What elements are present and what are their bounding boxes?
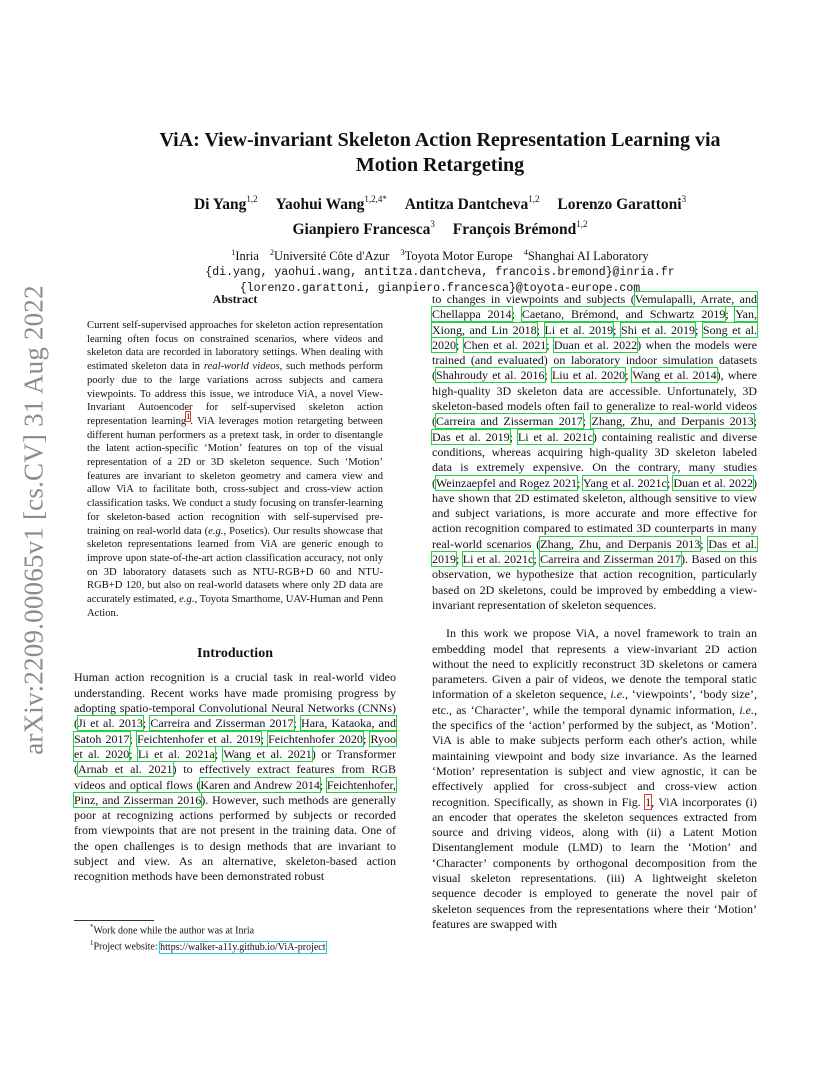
citation-link[interactable]: Li et al. 2019	[544, 322, 614, 337]
authors-line-2	[70, 215, 810, 240]
author-list	[70, 190, 810, 240]
citation-link[interactable]: Feichtenhofer 2020	[268, 731, 363, 746]
citation-link[interactable]: Feichtenhofer, Pinz, and Zisserman 2016	[74, 777, 396, 807]
title-line-1: ViA: View-invariant Skeleton Action Representation Learning via	[159, 129, 721, 151]
citation-link[interactable]: Weinzaepfel and Rogez 2021	[436, 475, 578, 490]
citation-link[interactable]: Feichtenhofer et al. 2019	[137, 731, 261, 746]
project-website-link[interactable]: https://walker-a11y.github.io/ViA-project	[160, 941, 326, 953]
citation-link[interactable]: Liu et al. 2020	[551, 368, 626, 383]
footnote: $^1$Project website: https://walker-a11y.github.io/ViA-project	[90, 939, 326, 953]
citation-link[interactable]: Yan, Xiong, and Lin 2018	[432, 307, 758, 337]
footnote: *Work done while the author was at Inria	[90, 923, 255, 937]
citation-link[interactable]: Carreira and Zisserman 2017	[436, 414, 583, 429]
citation-link[interactable]: Duan et al. 2022	[673, 475, 753, 490]
arxiv-identifier: arXiv:2209.00065v1 [cs.CV] 31 Aug 2022	[18, 285, 49, 755]
author: Di Yang$^{1,2}$	[193, 194, 258, 214]
citation-link[interactable]: Li et al. 2021c	[517, 429, 593, 444]
arxiv-stamp	[0, 0, 62, 1072]
citation-link[interactable]: Li et al. 2021c	[462, 552, 534, 567]
citation-link[interactable]: Shi et al. 2019	[621, 322, 696, 337]
author: Lorenzo Garattoni$^3$	[557, 194, 687, 214]
author: Gianpiero Francesca$^3$	[292, 219, 435, 239]
citation-link[interactable]: Carreira and Zisserman 2017	[540, 552, 682, 567]
footnotes	[74, 920, 396, 954]
abstract-text: Current self-supervised approaches for skeleton action representation learning often focus on constrained scenarios, where videos and skeleton data are recorded in laboratory settings. When dealing with estimated skeleton data in real-world videos, such methods perform poorly due to the large variations across subjects and camera viewpoints. To address this issue, we introduce ViA, a novel View-Invariant Autoencoder for self-supervised skeleton action representation learning$^1$. ViA leverages motion retargeting between different human performers as a pretext task, in order to disentangle the latent action-specific ‘Motion’ features on top of the visual representation of a 2D or 3D skeleton sequence. Such ‘Motion’ features are invariant to skeleton geometry and camera view and allow ViA to facilitate both, cross-subject and cross-view action classification tasks. We conduct a study focusing on transfer-learning for skeleton-based action recognition with self-supervised pre-training on real-world data (e.g., Posetics). Our results showcase that skeleton representations learned from ViA are generic enough to improve upon state-of-the-art action classification accuracy, not only on 3D laboratory datasets such as NTU-RGB+D 60 and NTU-RGB+D 120, but also on real-world datasets where only 2D data are accurately estimated, e.g., Toyota Smarthome, UAV-Human and Penn Action.	[87, 320, 384, 619]
citation-link[interactable]: Duan et al. 2022	[553, 337, 638, 352]
citation-link[interactable]: Song et al. 2020	[432, 322, 757, 352]
author: Antitza Dantcheva$^{1,2}$	[404, 194, 540, 214]
citation-link[interactable]: Ryoo et al. 2020	[74, 731, 396, 761]
affiliation: $^1$Inria	[231, 248, 259, 264]
intro-paragraph: Human action recognition is a crucial task in real-world video understanding. Recent works have made promising progress by adopting spatio-temporal Convolutional Neural Networks (CNNs) (Ji et al. 2013; Carreira and Zisserman 2017; Hara, Kataoka, and Satoh 2017; Feichtenhofer et al. 2019; Feichtenhofer 2020; Ryoo et al. 2020; Li et al. 2021a; Wang et al. 2021) or Transformer (Arnab et al. 2021) to effectively extract features from RGB videos and optical flows (Karen and Andrew 2014; Feichtenhofer, Pinz, and Zisserman 2016). However, such methods are generally poor at recognizing actions performed by subjects or recorded from viewpoints that are not present in the training data. One of the open challenges is to design methods that are invariant to subject and view. As an alternative, skeleton-based action recognition methods have been demonstrated robust	[74, 670, 396, 884]
left-column	[74, 292, 396, 885]
citation-link[interactable]: Das et al. 2019	[432, 429, 510, 444]
paper-header	[70, 128, 810, 297]
citation-link[interactable]: Karen and Andrew 2014	[200, 777, 320, 792]
citation-link[interactable]: Yang et al. 2021c	[583, 475, 667, 490]
paper-title	[70, 128, 810, 178]
figure-link[interactable]: 1	[645, 794, 652, 809]
citation-link[interactable]: Hara, Kataoka, and Satoh 2017	[74, 716, 396, 746]
citation-link[interactable]: Vemulapalli, Arrate, and Chellappa 2014	[432, 292, 757, 322]
citation-link[interactable]: Caetano, Brémond, and Schwartz 2019	[521, 307, 726, 322]
citation-link[interactable]: Arnab et al. 2021	[78, 762, 173, 777]
affiliations	[70, 244, 810, 265]
affiliation: $^3$Toyota Motor Europe	[400, 248, 513, 264]
affiliation: $^2$Université Côte d'Azur	[270, 248, 390, 264]
email-line-1: {di.yang, yaohui.wang, antitza.dantcheva, francois.bremond}@inria.fr	[205, 266, 675, 280]
citation-link[interactable]: Wang et al. 2021	[223, 746, 312, 761]
citation-link[interactable]: Carreira and Zisserman 2017	[150, 716, 294, 731]
introduction-heading: Introduction	[197, 646, 273, 662]
citation-link[interactable]: Shahroudy et al. 2016	[436, 368, 545, 383]
citation-link[interactable]: Chen et al. 2021	[463, 337, 547, 352]
citation-link[interactable]: Zhang, Zhu, and Derpanis 2013	[591, 414, 754, 429]
footnote-link[interactable]: 1	[186, 412, 191, 422]
intro-paragraph: to changes in viewpoints and subjects (Vemulapalli, Arrate, and Chellappa 2014; Caetano, Brémond, and Schwartz 2019; Yan, Xiong, and Lin 2018; Li et al. 2019; Shi et al. 2019; Song et al. 2020; Chen et al. 2021; Duan et al. 2022) when the models were trained (and evaluated) on laboratory indoor simulation datasets (Shahroudy et al. 2016; Liu et al. 2020; Wang et al. 2014), where high-quality 3D skeleton data are accessible. Unfortunately, 3D skeleton-based models often fail to generalize to real-world videos (Carreira and Zisserman 2017; Zhang, Zhu, and Derpanis 2013; Das et al. 2019; Li et al. 2021c) containing realistic and diverse conditions, whereas acquiring high-quality 3D skeleton labeled data is extremely expensive. On the contrary, many studies (Weinzaepfel and Rogez 2021; Yang et al. 2021c; Duan et al. 2022) have shown that 2D estimated skeleton, although sensitive to view and subject variations, is more accurate and more effective for action recognition compared to estimated 3D counterparts in many real-world scenarios (Zhang, Zhu, and Derpanis 2013; Das et al. 2019; Li et al. 2021c; Carreira and Zisserman 2017). Based on this observation, we hypothesize that action recognition, particularly based on 2D skeletons, could be improved by embedding a view-invariant representation of skeleton sequences.	[432, 292, 758, 612]
citation-link[interactable]: Das et al. 2019	[432, 536, 758, 567]
citation-link[interactable]: Wang et al. 2014	[632, 368, 717, 383]
citation-link[interactable]: Li et al. 2021a	[138, 746, 215, 761]
citation-link[interactable]: Zhang, Zhu, and Derpanis 2013	[540, 536, 701, 551]
title-line-2: Motion Retargeting	[355, 154, 525, 176]
abstract-heading: Abstract	[212, 292, 258, 306]
author: Yaohui Wang$^{1,2,4*}$	[275, 194, 387, 214]
email-line-2: {lorenzo.garattoni, gianpiero.francesca}@toyota-europe.com	[239, 282, 641, 296]
authors-line-1	[70, 190, 810, 215]
citation-link[interactable]: Ji et al. 2013	[78, 716, 143, 731]
author: François Brémond$^{1,2}$	[452, 219, 588, 239]
affiliation: $^4$Shanghai AI Laboratory	[523, 248, 649, 264]
intro-paragraph: In this work we propose ViA, a novel framework to train an embedding model that represents a view-invariant 2D action without the need to explicitly reconstruct 3D skeletons or camera parameters. Given a pair of videos, we denote the temporal static information of a skeleton sequence, i.e., ‘viewpoints’, ‘body size’, etc., as ‘Character’, while the temporal dynamic information, i.e., the specifics of the ‘action’ performed by the subject, as ‘Motion’. ViA is able to make subjects perform each other's action, while maintaining viewpoint and body size invariance. As the learned ‘Motion’ representation is subject and view agnostic, it can be effectively applied for cross-subject and cross-view action recognition. Specifically, as shown in Fig. 1, ViA incorporates (i) an encoder that operates the skeleton sequences extracted from source and driving videos, along with (ii) a Latent Motion Disentanglement module (LMD) to learn the ‘Motion’ and ‘Character’ components by orthogonal decomposition from the visual skeleton representations. (iii) A lightweight skeleton sequence decoder is employed to generate the novel pair of skeleton sequences from the representations where their ‘Motion’ features are swapped with	[432, 626, 758, 931]
right-column	[432, 292, 757, 932]
